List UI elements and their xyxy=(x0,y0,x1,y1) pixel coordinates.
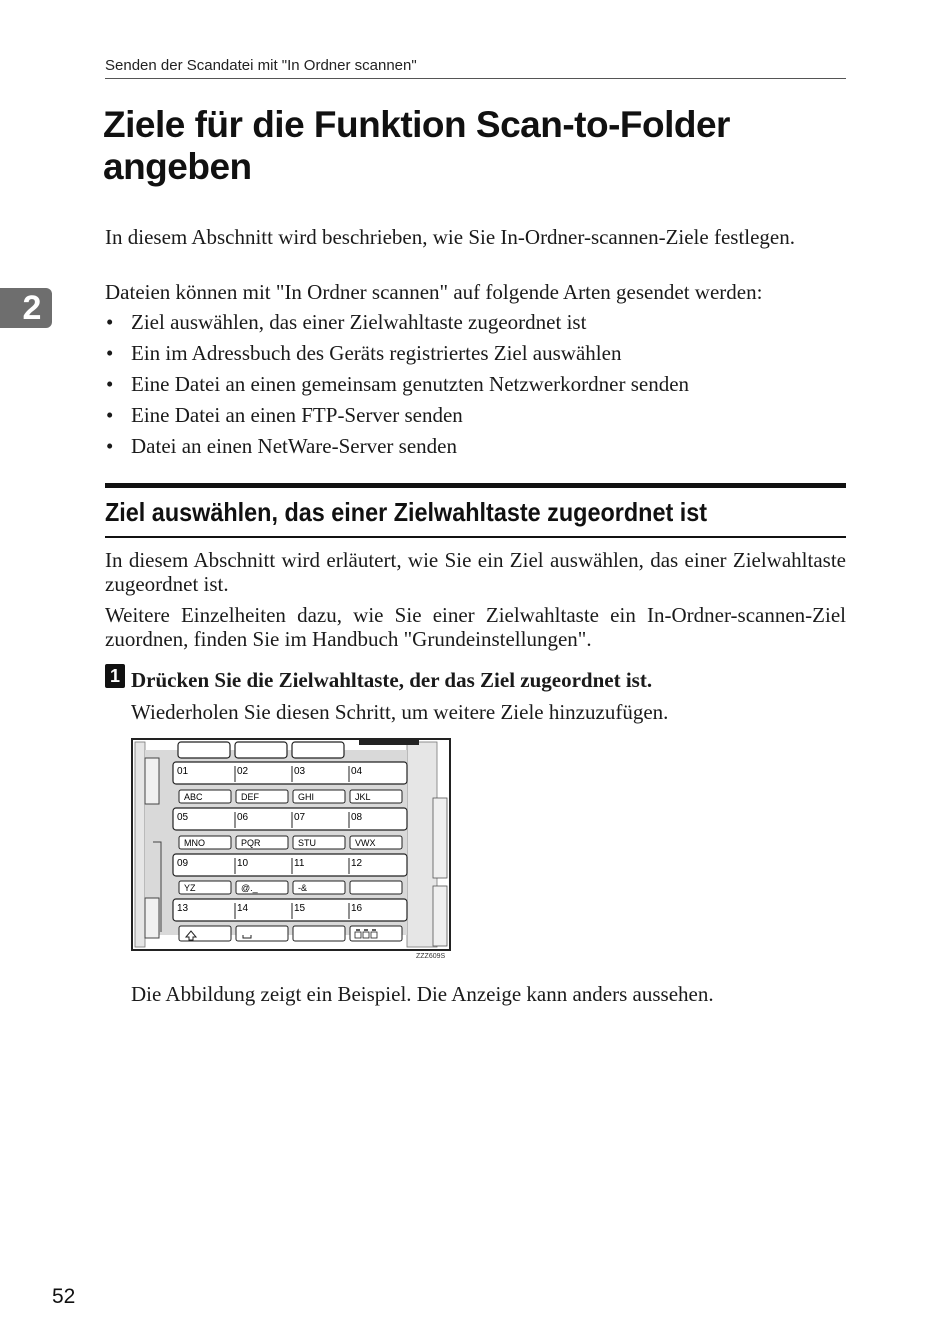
letter-tab-label: DEF xyxy=(241,792,259,802)
figure-caption: Die Abbildung zeigt ein Beispiel. Die Anzeige kann anders aussehen. xyxy=(131,982,714,1006)
destination-row-4 xyxy=(173,899,407,921)
destination-key-label: 12 xyxy=(351,858,363,869)
destination-key-label: 13 xyxy=(177,903,189,914)
destination-key-panel-illustration xyxy=(131,738,451,951)
panel-tab-button xyxy=(292,742,344,758)
step-instruction: Drücken Sie die Zielwahltaste, der das Ziel zugeordnet ist. xyxy=(131,668,653,692)
list-item-text: Ziel auswählen, das einer Zielwahltaste zugeordnet ist xyxy=(131,310,587,334)
letter-tab-label: GHI xyxy=(298,792,315,802)
letter-tab-label: MNO xyxy=(184,838,205,848)
section-paragraph-1: In diesem Abschnitt wird erläutert, wie Sie ein Ziel auswählen, das einer Zielwahltaste zugeordnet ist. xyxy=(105,548,846,596)
destination-row-3 xyxy=(173,854,407,876)
panel-tab-button xyxy=(235,742,287,758)
panel-right-slot xyxy=(433,798,447,878)
destination-row-1 xyxy=(173,762,407,784)
list-item xyxy=(105,341,846,372)
destination-key-label: 09 xyxy=(177,858,189,869)
panel-right-bezel xyxy=(407,742,437,947)
destination-key-label: 04 xyxy=(351,766,363,777)
chapter-number: 2 xyxy=(22,289,42,327)
method-list xyxy=(105,310,846,465)
destination-key-label: 05 xyxy=(177,812,189,823)
letter-tab-label: VWX xyxy=(355,838,376,848)
panel-left-bezel xyxy=(135,742,145,947)
destination-key-label: 02 xyxy=(237,766,249,777)
list-item-text: Eine Datei an einen gemeinsam genutzten Netzwerkordner senden xyxy=(131,372,690,396)
destination-key-label: 07 xyxy=(294,812,306,823)
figure-code: ZZZ609S xyxy=(416,953,446,960)
running-head: Senden der Scandatei mit "In Ordner scannen" xyxy=(105,57,846,79)
letter-tab-label: ABC xyxy=(184,792,203,802)
bullet-icon: • xyxy=(106,310,114,334)
destination-key-label: 01 xyxy=(177,766,189,777)
intro-paragraph-1: In diesem Abschnitt wird beschrieben, wie Sie In-Ordner-scannen-Ziele festlegen. xyxy=(105,225,796,249)
letter-tab-label: YZ xyxy=(184,883,196,893)
list-item xyxy=(105,403,846,434)
section-paragraph-2: Weitere Einzelheiten dazu, wie Sie einer Zielwahltaste ein In-Ordner-scannen-Ziel zuordnen, finden Sie im Handbuch "Grundeinstellungen". xyxy=(105,603,846,651)
destination-key-label: 14 xyxy=(237,903,249,914)
step-note: Wiederholen Sie diesen Schritt, um weitere Ziele hinzuzufügen. xyxy=(131,700,669,724)
panel-left-tab-upper xyxy=(145,758,159,804)
step-number-badge: 1 xyxy=(105,664,125,688)
list-item xyxy=(105,434,846,465)
page-title: Ziele für die Funktion Scan-to-Folder angeben xyxy=(103,104,730,187)
panel-tab-button xyxy=(178,742,230,758)
chapter-tab xyxy=(0,288,52,328)
list-item-text: Eine Datei an einen FTP-Server senden xyxy=(131,403,463,427)
destination-key-label: 08 xyxy=(351,812,363,823)
destination-key-label: 16 xyxy=(351,903,363,914)
destination-key-label: 15 xyxy=(294,903,306,914)
bullet-icon: • xyxy=(106,434,114,458)
bullet-icon: • xyxy=(106,372,114,396)
intro-paragraph-2: Dateien können mit "In Ordner scannen" auf folgende Arten gesendet werden: xyxy=(105,280,763,304)
destination-key-label: 03 xyxy=(294,766,306,777)
destination-key-label: 06 xyxy=(237,812,249,823)
panel-left-tab-lower xyxy=(145,898,159,938)
panel-right-slot-lower xyxy=(433,886,447,946)
panel-top-bar xyxy=(359,739,419,745)
letter-tab-label: STU xyxy=(298,838,316,848)
destination-key-label: 10 xyxy=(237,858,249,869)
destination-key-label: 11 xyxy=(294,858,305,869)
bullet-icon: • xyxy=(106,403,114,427)
list-item-text: Ein im Adressbuch des Geräts registriertes Ziel auswählen xyxy=(131,341,622,365)
list-item xyxy=(105,310,846,341)
section-rule-top xyxy=(105,483,846,488)
letter-tab-label: JKL xyxy=(355,792,371,802)
list-item xyxy=(105,372,846,403)
list-item-text: Datei an einen NetWare-Server senden xyxy=(131,434,457,458)
section-heading: Ziel auswählen, das einer Zielwahltaste zugeordnet ist xyxy=(105,497,708,527)
letter-tab-label: -& xyxy=(298,883,307,893)
letter-tab-label: @._ xyxy=(241,883,258,893)
letter-tab-label: PQR xyxy=(241,838,261,848)
destination-row-2 xyxy=(173,808,407,830)
section-rule-bottom xyxy=(105,536,846,538)
bullet-icon: • xyxy=(106,341,114,365)
page-number: 52 xyxy=(52,1285,76,1308)
